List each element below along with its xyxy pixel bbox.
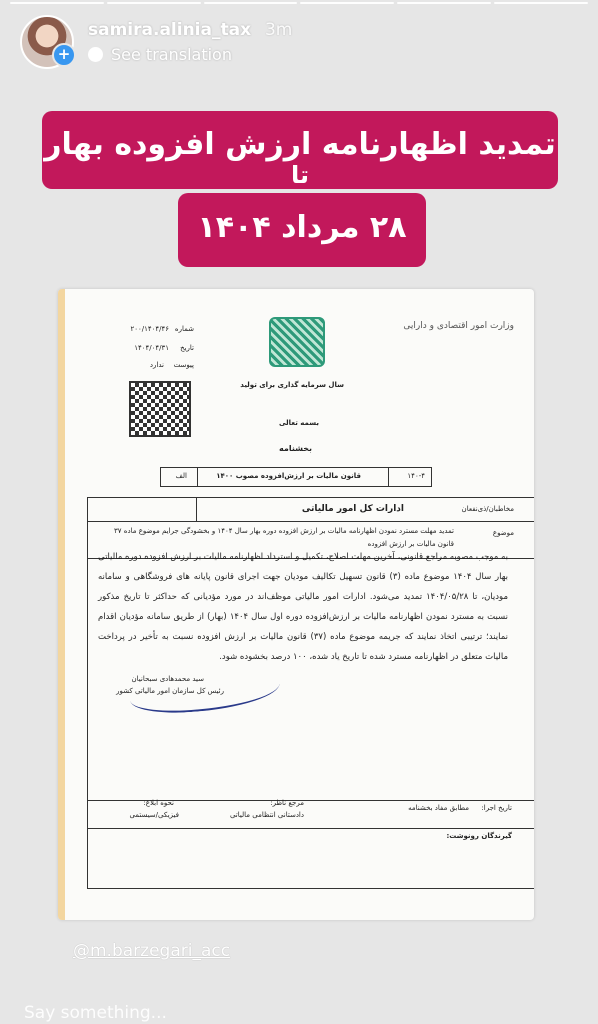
qr-code-icon [129,381,191,437]
law-title: قانون مالیات بر ارزش‌افزوده مصوب ۱۴۰۰ [216,472,361,480]
see-translation-label: See translation [111,45,232,64]
supervisor-value: دادستانی انتظامی مالیاتی [229,811,304,819]
attachment-label: پیوست [173,361,194,369]
notify-label: نحوه ابلاغ: [143,799,174,807]
supervisor-label: مرجع ناظر: [270,799,304,807]
date-label: تاریخ [180,344,194,352]
mention-sticker[interactable]: @m.barzegari_acc [73,941,231,961]
frame-divider [196,498,197,521]
headline-line-3: ۲۸ مرداد ۱۴۰۴ [197,210,407,245]
code: ۱۴۰-۴ [407,472,425,480]
story-header [20,14,292,70]
law-reference-box [160,467,432,487]
number-label: شماره [174,325,194,333]
headline-line-1: تمدید اظهارنامه ارزش افزوده بهار [44,127,556,162]
progress-segment [10,2,104,4]
bismillah: بسمه تعالی [278,419,319,427]
circular-document [58,289,534,920]
recipients-label: گیرندگان رونوشت: [446,832,512,840]
subject-value: تمدید مهلت مسترد نمودن اظهارنامه مالیات بر ارزش افزوده دوره بهار سال ۱۴۰۴ و بخشودگی جرایم موضوع ماده ۳۷ قانون مالیات بر ارزش افزوده [114,527,454,548]
document-type: بخشنامه [279,444,312,453]
add-story-plus-icon[interactable]: + [52,43,76,67]
signer-title: رئیس کل سازمان امور مالیاتی کشور [116,687,224,695]
tax-organization-logo-icon [269,317,325,367]
username[interactable]: samira.alinia_tax [88,20,252,40]
subject-label: موضوع [492,529,514,537]
signer-name: سید محمدهادی سبحانیان [131,675,204,683]
progress-segment [204,2,298,4]
date-banner [178,193,426,267]
circular-body-text: به موجب مصوبه مراجع قانونی، آخرین مهلت اصلاح، تکمیل و استرداد اظهارنامه مالیات بر ارزش افزوده دوره مالیاتی بهار سال ۱۴۰۴ موضوع ماده (۳) قانون تسهیل تکالیف مودیان جهت اجرای قانون پایانه های فروشگاهی و سامانه مودیان، تا ۱۴۰۴/۰۵/۲۸ تمدید می‌شود. ادارات امور مالیاتی موظف‌اند در مورد مؤدیانی که حداکثر تا تاریخ مذکور نسبت به مسترد نمودن اظهارنامه مالیات بر ارزش‌افزوده دوره اول سال ۱۴۰۴ (بهار) از طریق سامانه مؤدیان اقدام نمایند؛ ترتیبی اتخاذ نمایند که جریمه موضوع ماده (۳۷) قانون مالیات بر ارزش افزوده نسبت به تأخیر در پرداخت مالیات متعلق در اظهارنامه مسترد شده تا تاریخ یاد شده، ۱۰۰ درصد بخشوده شود. [98,552,509,662]
execution-date-value: مطابق مفاد بخشنامه [408,804,469,812]
notify-value: فیزیکی/سیستمی [129,811,179,819]
headline-banner [42,111,558,189]
alef: الف [175,472,187,480]
date-value: ۱۴۰۴/۰۴/۳۱ [134,344,169,352]
progress-segment [494,2,588,4]
progress-segment [107,2,201,4]
year-slogan: سال سرمایه گذاری برای تولید [240,381,344,389]
story-meta [88,20,292,64]
story-time: 3m [264,20,293,40]
reply-input[interactable]: Say something... [24,1003,167,1023]
frame-divider [88,828,534,829]
document-edge-strip [58,289,65,920]
see-translation-button[interactable] [88,45,292,64]
execution-date-label: تاریخ اجرا: [481,804,512,812]
headline-line-2: تا [290,161,310,189]
avatar[interactable] [20,15,74,69]
progress-segment [397,2,491,4]
audience-label: مخاطبان/ذی‌نفعان [461,505,514,513]
attachment-value: ندارد [149,361,164,369]
number-value: ۲۰۰/۱۴۰۴/۴۶ [130,325,169,333]
ministry-name: وزارت امور اقتصادی و دارایی [403,321,514,331]
frame-divider [88,521,534,522]
story-progress-bar [10,2,588,4]
audience-value: ادارات کل امور مالیاتی [301,504,404,514]
progress-segment [300,2,394,4]
translate-icon [88,47,103,62]
